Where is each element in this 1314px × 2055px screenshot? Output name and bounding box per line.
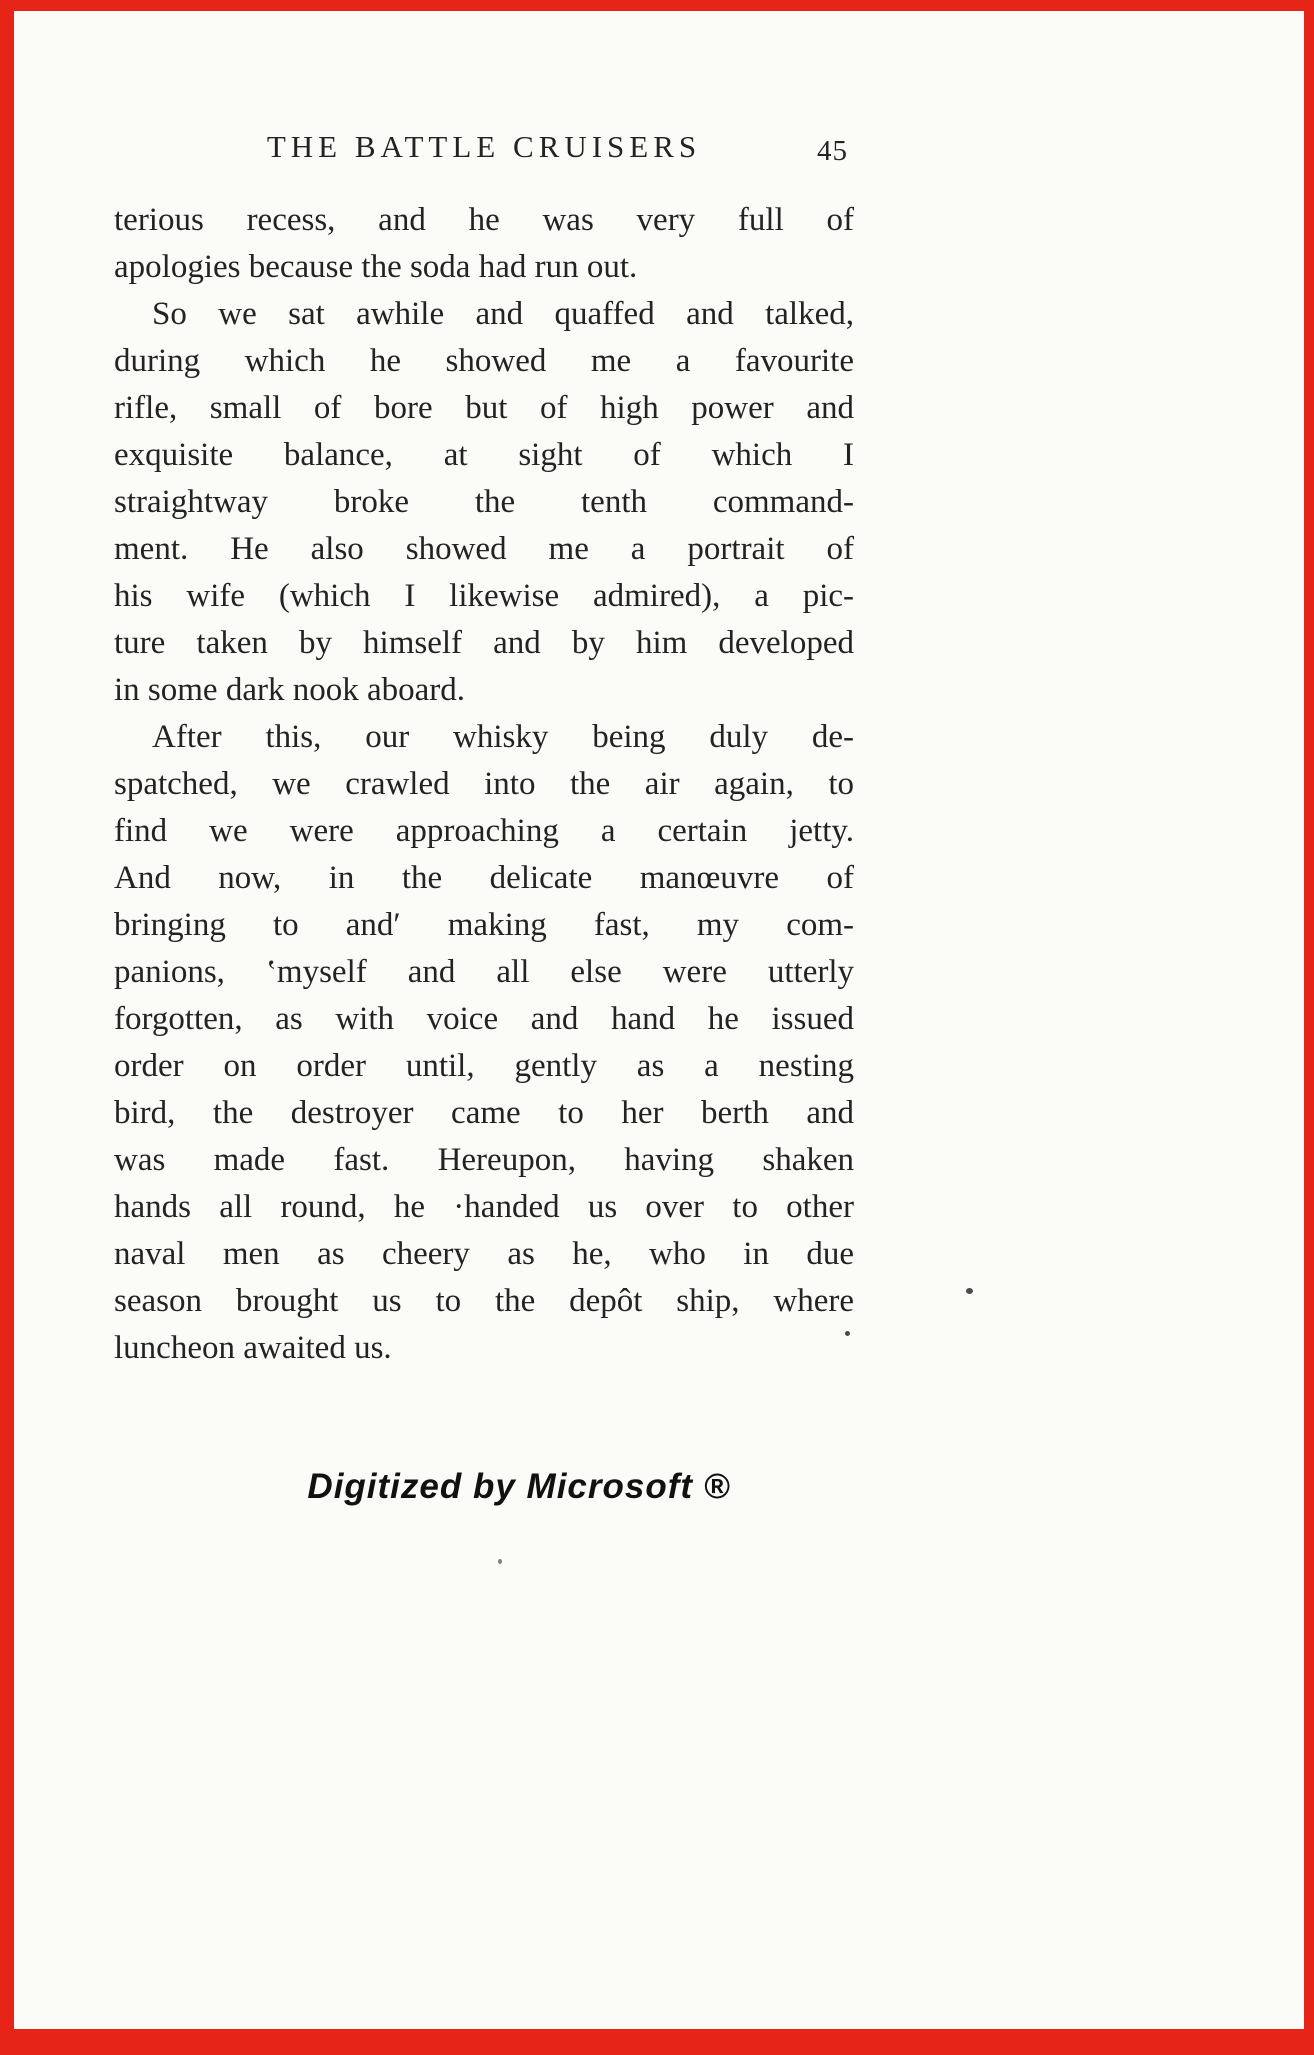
text-line: exquisite balance, at sight of which I (114, 437, 854, 473)
text-line: bringing to and′ making fast, my com- (114, 907, 854, 943)
text-line: order on order until, gently as a nesting (114, 1048, 854, 1084)
text-line: in some dark nook aboard. (114, 672, 465, 708)
text-line: forgotten, as with voice and hand he issued (114, 1001, 854, 1037)
page-header (114, 129, 854, 175)
text-line: And now, in the delicate manœuvre of (114, 860, 854, 896)
text-line: his wife (which I likewise admired), a pic- (114, 578, 854, 614)
text-line: naval men as cheery as he, who in due (114, 1236, 854, 1272)
text-line: season brought us to the depôt ship, where (114, 1283, 854, 1319)
text-line: find we were approaching a certain jetty. (114, 813, 854, 849)
text-line: during which he showed me a favourite (114, 343, 854, 379)
scan-speck (845, 1331, 850, 1336)
digitized-footer: Digitized by Microsoft ® (307, 1467, 731, 1506)
text-line: rifle, small of bore but of high power and (114, 390, 854, 426)
text-line: bird, the destroyer came to her berth and (114, 1095, 854, 1131)
text-line: ment. He also showed me a portrait of (114, 531, 854, 567)
text-line: hands all round, he ·handed us over to other (114, 1189, 854, 1225)
text-line: panions, ‛myself and all else were utterly (114, 954, 854, 990)
text-line: After this, our whisky being duly de- (152, 719, 854, 755)
body-text (114, 197, 854, 1372)
text-line: So we sat awhile and quaffed and talked, (152, 296, 854, 332)
text-line: terious recess, and he was very full of (114, 202, 854, 238)
scan-speck (966, 1288, 973, 1294)
page-number: 45 (817, 135, 848, 167)
running-title: THE BATTLE CRUISERS (266, 129, 702, 164)
scan-speck (498, 1559, 502, 1564)
text-line: straightway broke the tenth command- (114, 484, 854, 520)
text-line: was made fast. Hereupon, having shaken (114, 1142, 854, 1178)
text-line: ture taken by himself and by him developed (114, 625, 854, 661)
text-line: apologies because the soda had run out. (114, 249, 638, 285)
book-page (14, 11, 1304, 2029)
text-line: spatched, we crawled into the air again, to (114, 766, 854, 802)
text-line: luncheon awaited us. (114, 1330, 392, 1366)
